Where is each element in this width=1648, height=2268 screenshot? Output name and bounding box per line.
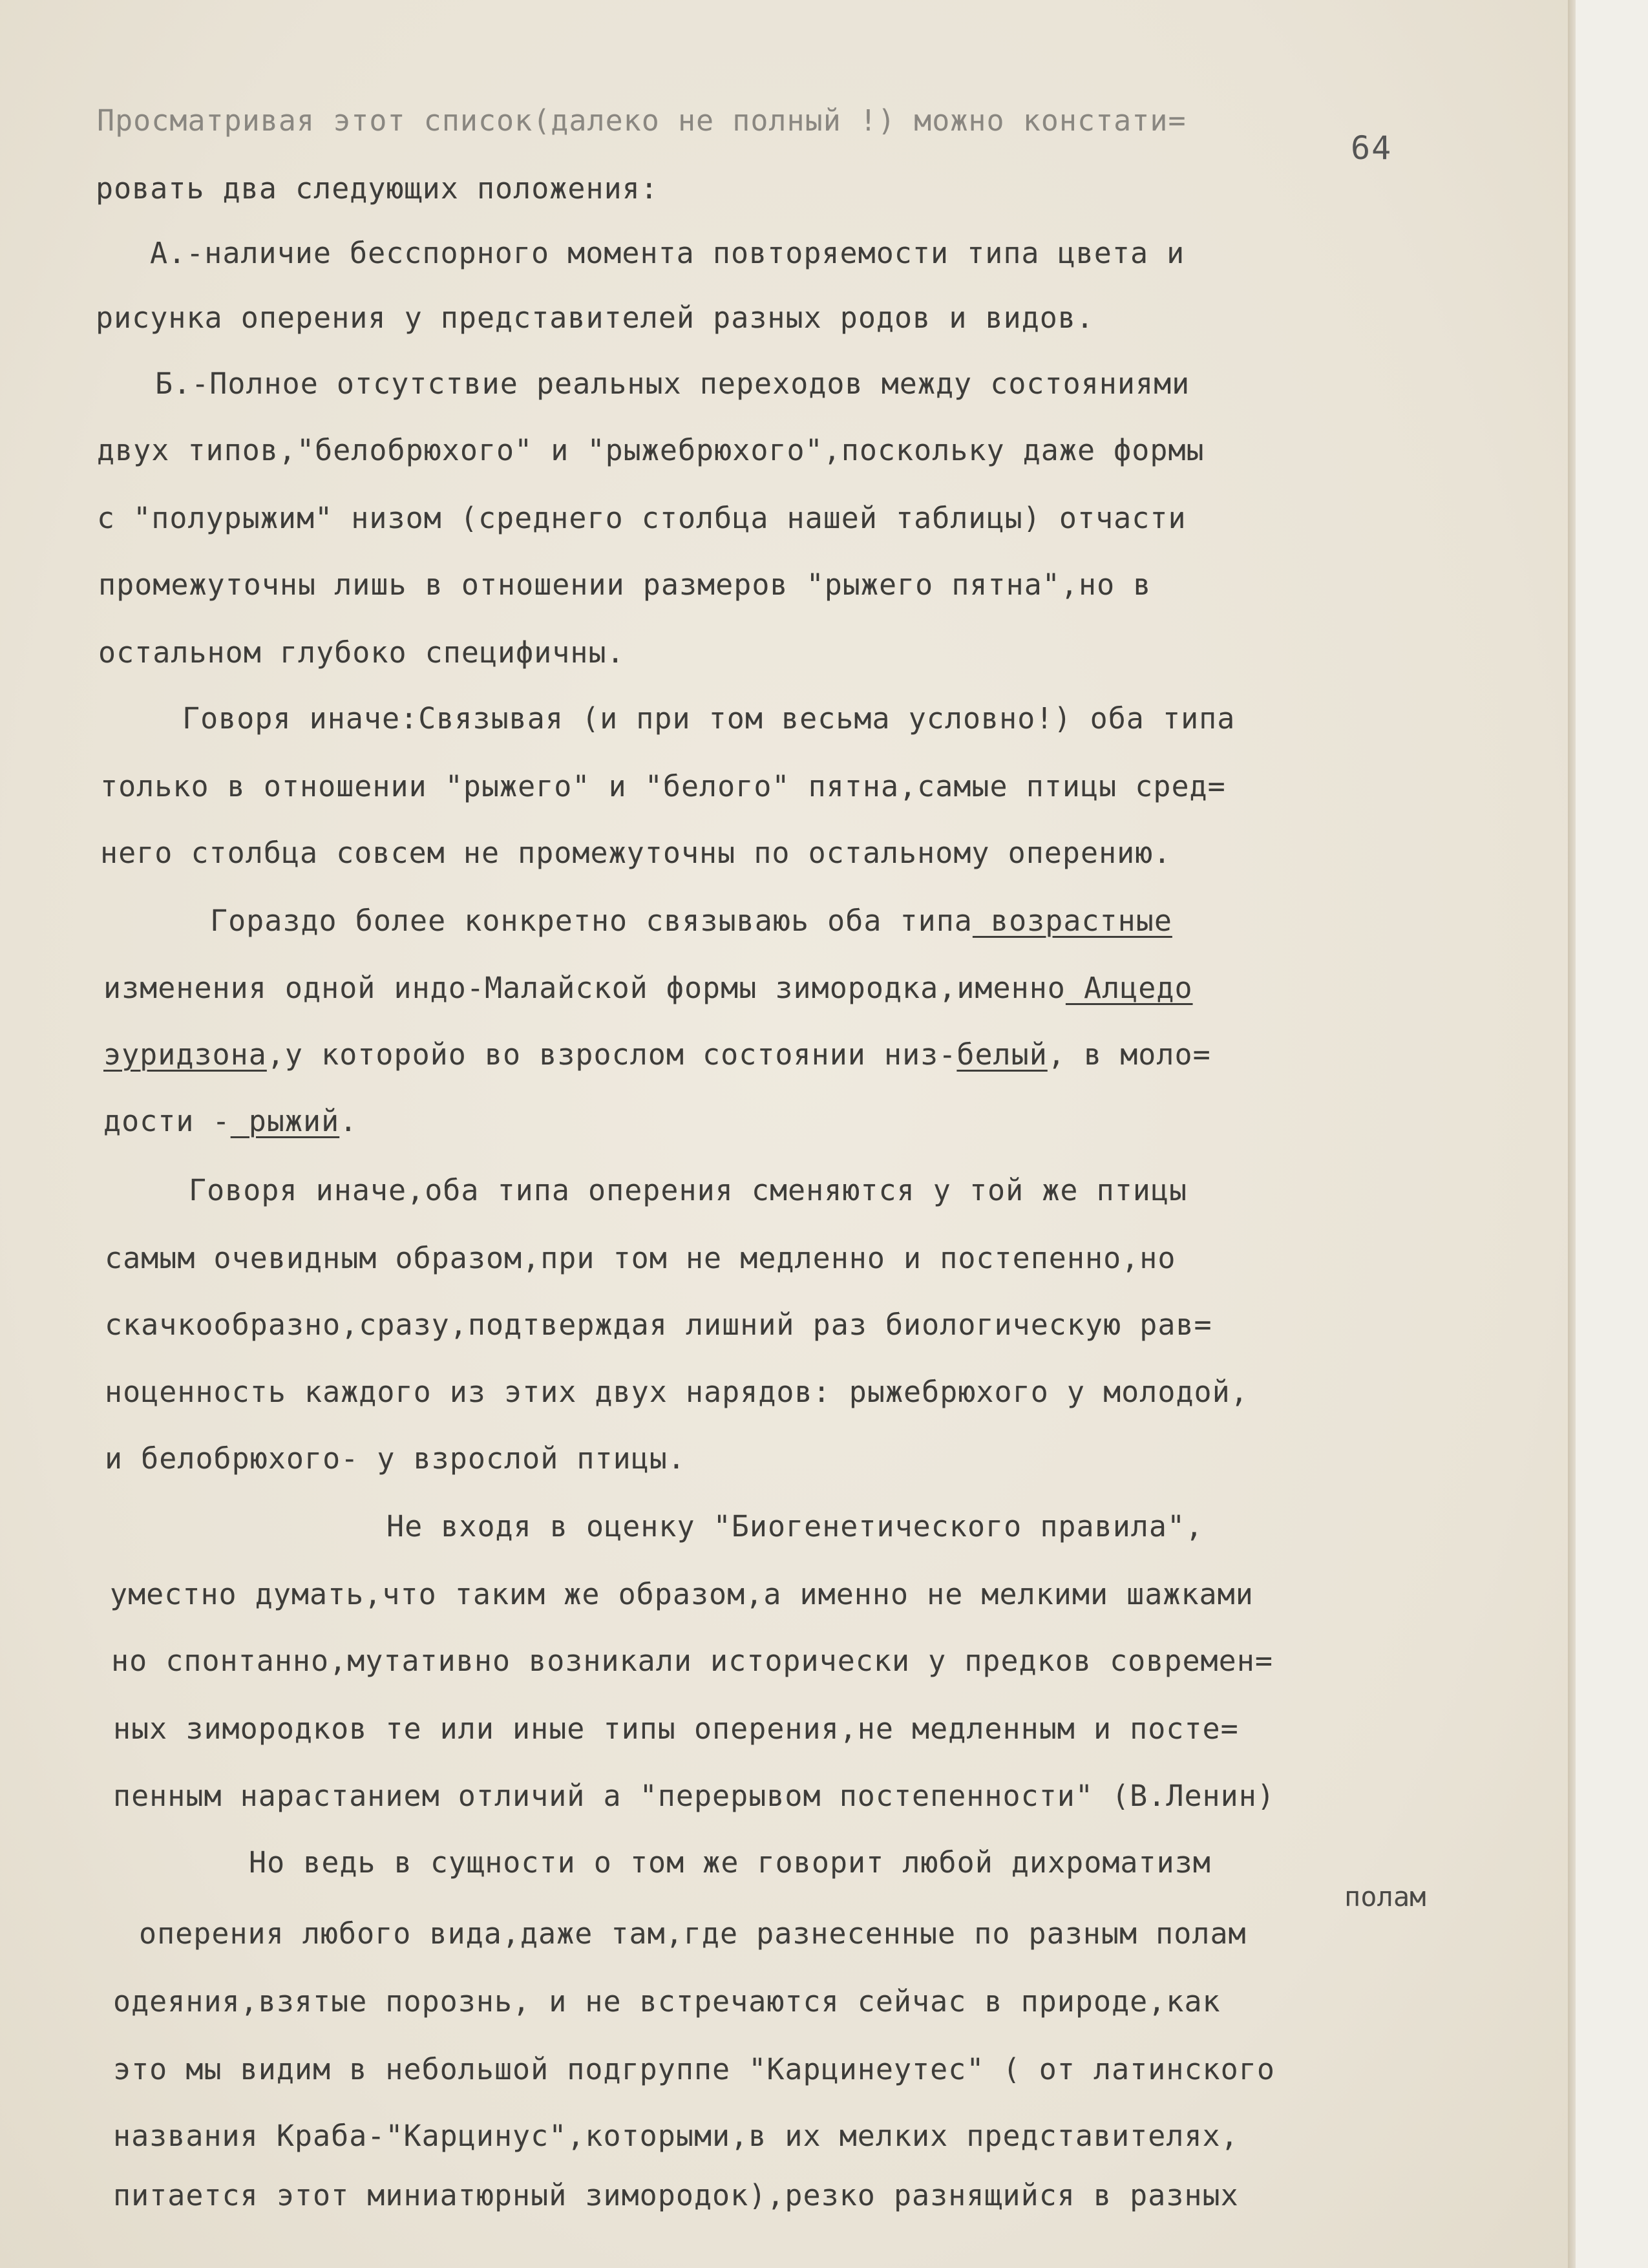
text-line-32: питается этот миниатюрный зимородок),резко разнящийся в разных xyxy=(113,2178,1239,2212)
text-line-26: пенным нарастанием отличий а "перерывом постепенности" (В.Ленин) xyxy=(113,1779,1275,1813)
text-line-20: ноценность каждого из этих двух нарядов: рыжебрюхого у молодой, xyxy=(105,1375,1249,1409)
handwritten-insertion: полам xyxy=(1344,1881,1426,1913)
text-line-24: но спонтанно,мутативно возникали исторически у предков современ= xyxy=(111,1644,1273,1678)
text-line-16-end: . xyxy=(339,1104,358,1138)
underlined-term-euryzona: эуридзона xyxy=(103,1037,267,1072)
underlined-term-ryzhii: рыжий xyxy=(230,1104,340,1138)
page-number: 64 xyxy=(1351,129,1393,167)
text-line-12: него столбца совсем не промежуточны по остальному оперению. xyxy=(100,836,1172,870)
text-line-7: с "полурыжим" низом (среднего столбца нашей таблицы) отчасти xyxy=(97,501,1187,535)
text-line-28: оперения любого вида,даже там,где разнесенные по разным полам xyxy=(139,1916,1247,1951)
text-line-4: рисунка оперения у представителей разных родов и видов. xyxy=(96,301,1095,335)
text-line-13-plain: Гораздо более конкретно связываюь оба типа xyxy=(210,904,973,938)
text-line-29: одеяния,взятые порознь, и не встречаются сейчас в природе,как xyxy=(113,1984,1221,2019)
text-line-31: названия Краба-"Карцинус",которыми,в их мелких представителях, xyxy=(113,2119,1239,2153)
text-line-13 xyxy=(210,904,1172,938)
text-line-8: промежуточны лишь в отношении размеров "рыжего пятна",но в xyxy=(98,567,1152,602)
text-line-11: только в отношении "рыжего" и "белого" пятна,самые птицы сред= xyxy=(100,769,1226,803)
underlined-term-belyi: белый xyxy=(956,1037,1048,1072)
text-line-27: Но ведь в сущности о том же говорит любой дихроматизм xyxy=(249,1845,1211,1880)
underlined-term-alcedo: Алцедо xyxy=(1065,971,1193,1005)
text-line-17: Говоря иначе,оба типа оперения сменяются у той же птицы xyxy=(189,1173,1188,1207)
text-line-16-plain: дости - xyxy=(103,1104,231,1138)
text-line-16 xyxy=(103,1104,357,1138)
text-line-6: двух типов,"белобрюхого" и "рыжебрюхого",поскольку даже формы xyxy=(97,433,1205,467)
text-line-10: Говоря иначе:Связывая (и при том весьма условно!) оба типа xyxy=(182,701,1236,736)
text-line-15 xyxy=(103,1037,1211,1072)
text-line-14-plain: изменения одной индо-Малайской формы зимородка,именно xyxy=(103,971,1066,1005)
text-line-3: А.-наличие бесспорного момента повторяемости типа цвета и xyxy=(150,236,1185,270)
text-line-2: ровать два следующих положения: xyxy=(96,171,659,206)
text-line-5: Б.-Полное отсутствие реальных переходов между состояниями xyxy=(155,366,1190,401)
text-line-14 xyxy=(103,971,1193,1005)
text-line-23: уместно думать,что таким же образом,а именно не мелкими шажками xyxy=(110,1577,1254,1611)
text-line-9: остальном глубоко специфичны. xyxy=(98,635,625,670)
text-line-21: и белобрюхого- у взрослой птицы. xyxy=(105,1441,686,1476)
page-edge-shadow xyxy=(1568,0,1576,2268)
text-line-15-end: , в моло= xyxy=(1047,1037,1211,1072)
text-line-1: Просматривая этот список(далеко не полный !) можно констати= xyxy=(97,103,1187,138)
text-line-25: ных зимородков те или иные типы оперения,не медленным и посте= xyxy=(113,1712,1239,1746)
text-line-18: самым очевидным образом,при том не медленно и постепенно,но xyxy=(105,1241,1176,1275)
scan-background xyxy=(1576,0,1648,2268)
text-line-19: скачкообразно,сразу,подтверждая лишний раз биологическую рав= xyxy=(105,1308,1212,1342)
text-line-30: это мы видим в небольшой подгруппе "Карцинеутес" ( от латинского xyxy=(113,2052,1275,2086)
text-line-22: Не входя в оценку "Биогенетического правила", xyxy=(386,1509,1204,1543)
underlined-term-vozrastnye: возрастные xyxy=(972,904,1172,938)
text-line-15-plain: ,у которойо во взрослом состоянии низ- xyxy=(266,1037,957,1072)
